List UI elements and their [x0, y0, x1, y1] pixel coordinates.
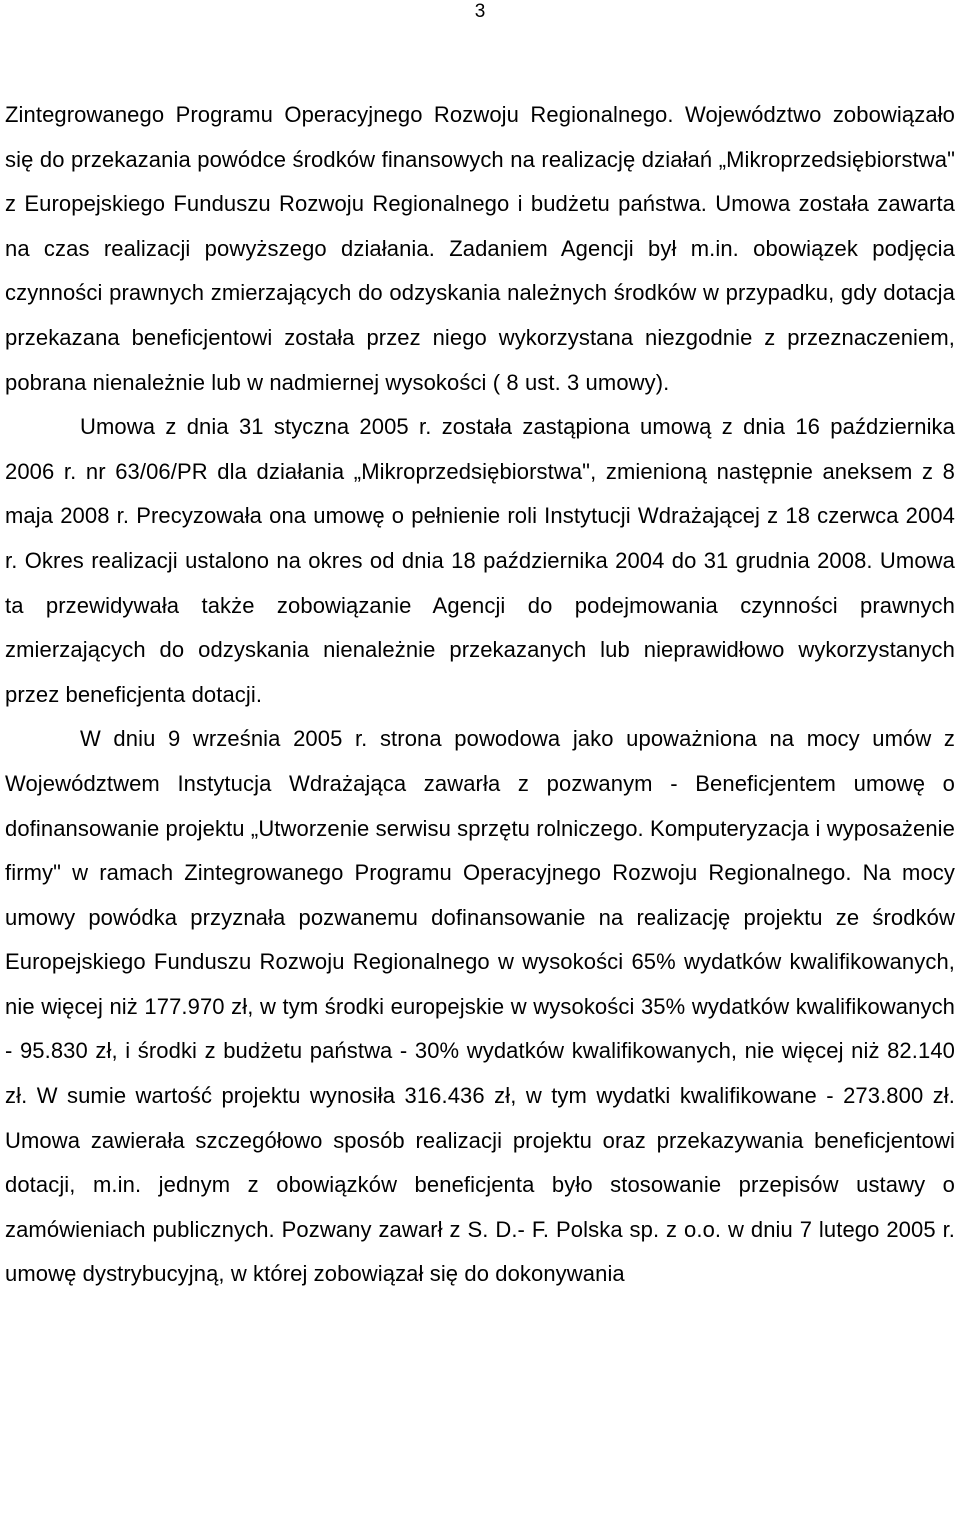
page-number: 3 — [474, 1, 486, 22]
paragraph-cofinancing-agreement: W dniu 9 września 2005 r. strona powodowa jako upoważniona na mocy umów z Województwem Instytucja Wdrażająca zawarła z pozwanym - Beneficjentem umowę o dofinansowanie projektu „Utworzenie serwisu sprzętu rolniczego. Komputeryzacja i wyposażenie firmy" w ramach Zintegrowanego Programu Operacyjnego Rozwoju Regionalnego. Na mocy umowy powódka przyznała pozwanemu dofinansowanie na realizację projektu ze środków Europejskiego Funduszu Rozwoju Regionalnego w wysokości 65% wydatków kwalifikowanych, nie więcej niż 177.970 zł, w tym środki europejskie w wysokości 35% wydatków kwalifikowanych - 95.830 zł, i środki z budżetu państwa - 30% wydatków kwalifikowanych, nie więcej niż 82.140 zł. W sumie wartość projektu wynosiła 316.436 zł, w tym wydatki kwalifikowane - 273.800 zł. Umowa zawierała szczegółowo sposób realizacji projektu oraz przekazywania beneficjentowi dotacji, m.in. jednym z obowiązków beneficjenta było stosowanie przepisów ustawy o zamówieniach publicznych. Pozwany zawarł z S. D.- F. Polska sp. z o.o. w dniu 7 lutego 2005 r. umowę dystrybucyjną, w której zobowiązał się do dokonywania — [5, 726, 955, 1287]
document-body — [5, 93, 955, 1297]
paragraph-contract-replacement: Umowa z dnia 31 styczna 2005 r. została zastąpiona umową z dnia 16 października 2006 r. nr 63/06/PR dla działania „Mikroprzedsiębiorstwa", zmienioną następnie aneksem z 8 maja 2008 r. Precyzowała ona umowę o pełnienie roli Instytucji Wdrażającej z 18 czerwca 2004 r. Okres realizacji ustalono na okres od dnia 18 października 2004 do 31 grudnia 2008. Umowa ta przewidywała także zobowiązanie Agencji do podejmowania czynności prawnych zmierzających do odzyskania nienależnie przekazanych lub nieprawidłowo wykorzystanych przez beneficjenta dotacji. — [5, 414, 955, 707]
paragraph-contract-obligations: Zintegrowanego Programu Operacyjnego Rozwoju Regionalnego. Województwo zobowiązało się do przekazania powódce środków finansowych na realizację działań „Mikroprzedsiębiorstwa" z Europejskiego Funduszu Rozwoju Regionalnego i budżetu państwa. Umowa została zawarta na czas realizacji powyższego działania. Zadaniem Agencji był m.in. obowiązek podjęcia czynności prawnych zmierzających do odzyskania należnych środków w przypadku, gdy dotacja przekazana beneficjentowi została przez niego wykorzystana niezgodnie z przeznaczeniem, pobrana nienależnie lub w nadmiernej wysokości ( 8 ust. 3 umowy). — [5, 102, 955, 395]
